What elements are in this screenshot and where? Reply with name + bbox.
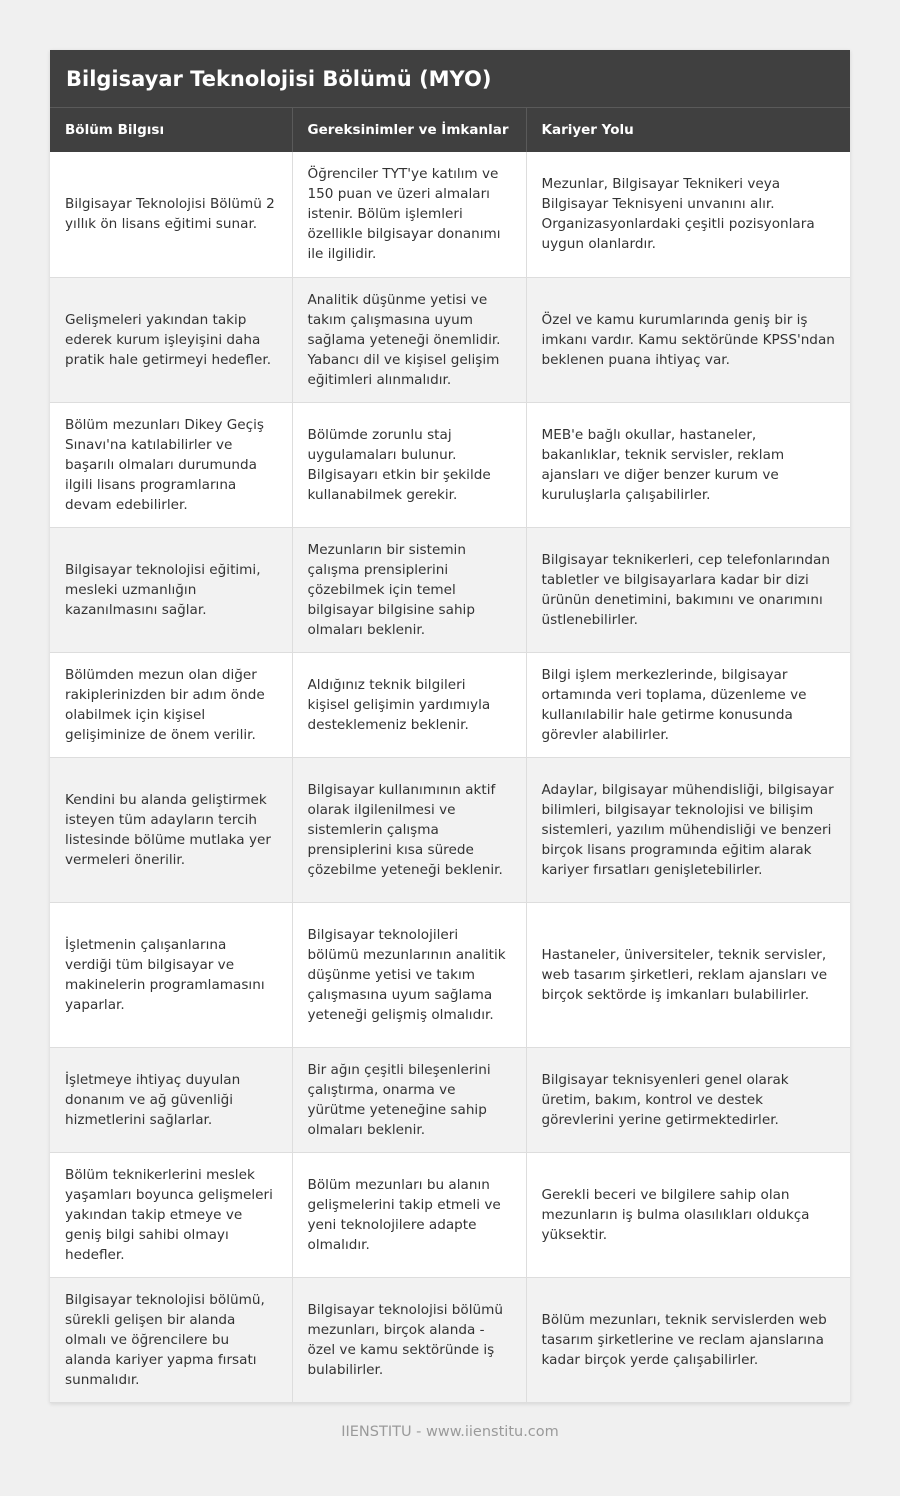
cell-kariyer-yolu: Mezunlar, Bilgisayar Teknikeri veya Bilgisayar Teknisyeni unvanını alır. Organizasyonlardaki çeşitli pozisyonlara uygun olanlardır. (526, 152, 850, 277)
table-title: Bilgisayar Teknolojisi Bölümü (MYO) (50, 50, 850, 108)
cell-kariyer-yolu: Bilgisayar teknisyenleri genel olarak üretim, bakım, kontrol ve destek görevlerini yerine getirmektedirler. (526, 1047, 850, 1152)
cell-gereksinimler: Mezunların bir sistemin çalışma prensiplerini çözebilmek için temel bilgisayar bilgisine sahip olmaları beklenir. (292, 527, 526, 652)
header-gereksinimler: Gereksinimler ve İmkanlar (292, 108, 526, 152)
cell-gereksinimler: Bilgisayar kullanımının aktif olarak ilgilenilmesi ve sistemlerin çalışma prensiplerini kısa sürede çözebilme yeteneği beklenir. (292, 757, 526, 902)
cell-gereksinimler: Bölüm mezunları bu alanın gelişmelerini takip etmeli ve yeni teknolojilere adapte olmalıdır. (292, 1152, 526, 1277)
table-row (50, 277, 850, 402)
cell-gereksinimler: Öğrenciler TYT'ye katılım ve 150 puan ve üzeri almaları istenir. Bölüm işlemleri özellikle bilgisayar donanımı ile ilgilidir. (292, 152, 526, 277)
cell-bolum-bilgisi: Bölüm mezunları Dikey Geçiş Sınavı'na katılabilirler ve başarılı olmaları durumunda ilgili lisans programlarına devam edebilirler. (50, 402, 292, 527)
cell-bolum-bilgisi: Kendini bu alanda geliştirmek isteyen tüm adayların tercih listesinde bölüme mutlaka yer vermeleri önerilir. (50, 757, 292, 902)
header-bolum-bilgisi: Bölüm Bilgısı (50, 108, 292, 152)
header-row (50, 108, 850, 152)
cell-kariyer-yolu: Bilgisayar teknikerleri, cep telefonlarından tabletler ve bilgisayarlara kadar bir dizi ürünün denetimini, bakımını ve onarımını üstlenebilirler. (526, 527, 850, 652)
info-table (50, 108, 850, 1403)
cell-kariyer-yolu: Adaylar, bilgisayar mühendisliği, bilgisayar bilimleri, bilgisayar teknolojisi ve bilişim sistemleri, yazılım mühendisliği ve benzeri birçok lisans programında eğitim alarak kariyer fırsatları genişletebilirler. (526, 757, 850, 902)
cell-bolum-bilgisi: Bilgisayar Teknolojisi Bölümü 2 yıllık ön lisans eğitimi sunar. (50, 152, 292, 277)
cell-bolum-bilgisi: Bilgisayar teknolojisi eğitimi, mesleki uzmanlığın kazanılmasını sağlar. (50, 527, 292, 652)
table-row (50, 152, 850, 277)
table-row (50, 902, 850, 1047)
cell-bolum-bilgisi: İşletmenin çalışanlarına verdiği tüm bilgisayar ve makinelerin programlamasını yaparlar. (50, 902, 292, 1047)
table-row (50, 652, 850, 757)
table-row (50, 527, 850, 652)
cell-kariyer-yolu: MEB'e bağlı okullar, hastaneler, bakanlıklar, teknik servisler, reklam ajansları ve diğer benzer kurum ve kuruluşlarla çalışabilirler. (526, 402, 850, 527)
cell-gereksinimler: Bilgisayar teknolojisi bölümü mezunları, birçok alanda - özel ve kamu sektöründe iş bulabilirler. (292, 1277, 526, 1402)
table-row (50, 1152, 850, 1277)
cell-bolum-bilgisi: Gelişmeleri yakından takip ederek kurum işleyişini daha pratik hale getirmeyi hedefler. (50, 277, 292, 402)
cell-kariyer-yolu: Bilgi işlem merkezlerinde, bilgisayar ortamında veri toplama, düzenleme ve kullanılabilir hale getirme konusunda görevler alabilirler. (526, 652, 850, 757)
table-row (50, 1047, 850, 1152)
table-row (50, 402, 850, 527)
cell-bolum-bilgisi: Bölümden mezun olan diğer rakiplerinizden bir adım önde olabilmek için kişisel gelişiminize de önem verilir. (50, 652, 292, 757)
cell-kariyer-yolu: Özel ve kamu kurumlarında geniş bir iş imkanı vardır. Kamu sektöründe KPSS'ndan beklenen puana ihtiyaç var. (526, 277, 850, 402)
table-row (50, 1277, 850, 1402)
cell-kariyer-yolu: Bölüm mezunları, teknik servislerden web tasarım şirketlerine ve reclam ajanslarına kadar birçok yerde çalışabilirler. (526, 1277, 850, 1402)
table-card (50, 50, 850, 1403)
header-kariyer-yolu: Kariyer Yolu (526, 108, 850, 152)
cell-gereksinimler: Bilgisayar teknolojileri bölümü mezunlarının analitik düşünme yetisi ve takım çalışmasına uyum sağlama yeteneği gelişmiş olmalıdır. (292, 902, 526, 1047)
cell-bolum-bilgisi: İşletmeye ihtiyaç duyulan donanım ve ağ güvenliği hizmetlerini sağlarlar. (50, 1047, 292, 1152)
cell-gereksinimler: Bir ağın çeşitli bileşenlerini çalıştırma, onarma ve yürütme yeteneğine sahip olmaları beklenir. (292, 1047, 526, 1152)
footer-credit: IIENSTITU - www.iienstitu.com (341, 1424, 559, 1440)
cell-bolum-bilgisi: Bölüm teknikerlerini meslek yaşamları boyunca gelişmeleri yakından takip etmeye ve geniş bilgi sahibi olmayı hedefler. (50, 1152, 292, 1277)
cell-kariyer-yolu: Hastaneler, üniversiteler, teknik servisler, web tasarım şirketleri, reklam ajansları ve birçok sektörde iş imkanları bulabilirler. (526, 902, 850, 1047)
table-row (50, 757, 850, 902)
cell-gereksinimler: Bölümde zorunlu staj uygulamaları bulunur. Bilgisayarı etkin bir şekilde kullanabilmek gerekir. (292, 402, 526, 527)
cell-kariyer-yolu: Gerekli beceri ve bilgilere sahip olan mezunların iş bulma olasılıkları oldukça yüksektir. (526, 1152, 850, 1277)
cell-gereksinimler: Analitik düşünme yetisi ve takım çalışmasına uyum sağlama yeteneği önemlidir. Yabancı dil ve kişisel gelişim eğitimleri alınmalıdır. (292, 277, 526, 402)
cell-bolum-bilgisi: Bilgisayar teknolojisi bölümü, sürekli gelişen bir alanda olmalı ve öğrencilere bu alanda kariyer yapma fırsatı sunmalıdır. (50, 1277, 292, 1402)
cell-gereksinimler: Aldığınız teknik bilgileri kişisel gelişimin yardımıyla desteklemeniz beklenir. (292, 652, 526, 757)
